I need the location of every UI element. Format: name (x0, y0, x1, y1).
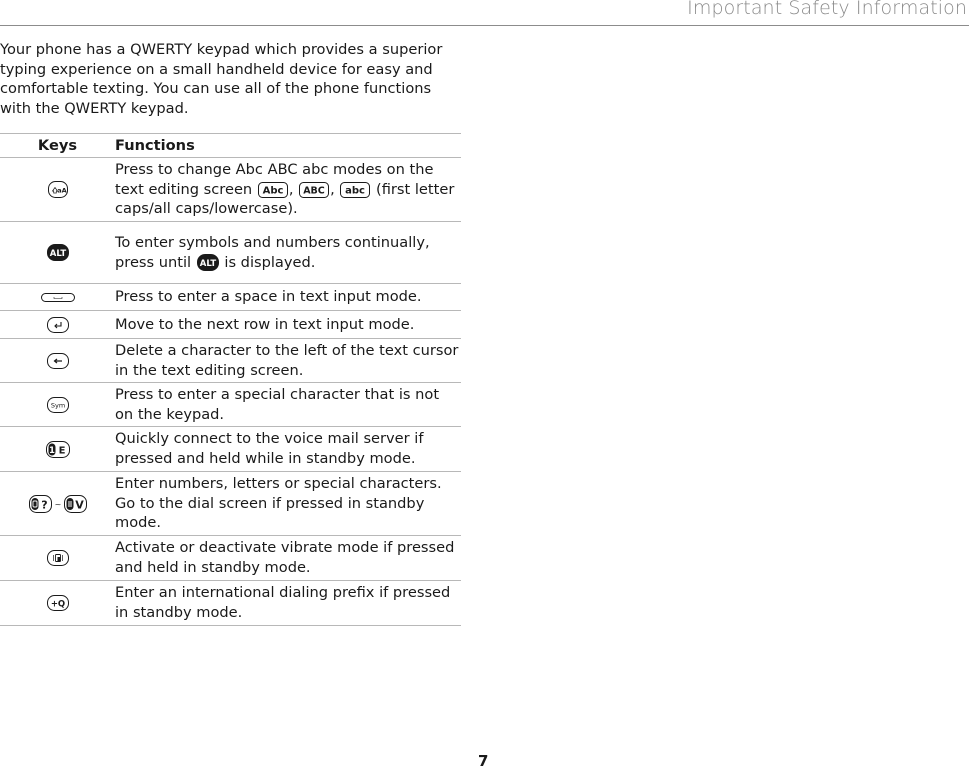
shift-key-label: aA (56, 186, 67, 195)
table-row (0, 536, 461, 581)
table-row (0, 222, 461, 284)
space-key-icon (41, 293, 75, 302)
keys-column-header: Keys (0, 134, 115, 158)
number-key-first-label: ? (40, 498, 48, 512)
intro-paragraph: Your phone has a QWERTY keypad which provides a superior typing experience on a small handheld device for easy and comfortable texting. You can use all of the phone functions with the QWERTY keypad. (0, 41, 443, 117)
function-text: Move to the next row in text input mode. (115, 315, 415, 333)
function-text: Press to change Abc ABC abc modes on the text editing screen (115, 161, 434, 198)
sym-key-label: Sym (50, 401, 65, 410)
lower-mode-icon (340, 182, 370, 198)
number-key-range-label: ~ (54, 499, 61, 509)
abc-mode-label: Abc (262, 185, 284, 197)
number-key-last-label: V (74, 498, 84, 512)
voicemail-key-letter: E (58, 445, 65, 457)
table-row (0, 158, 461, 222)
number-keys-icon (29, 495, 87, 513)
function-text: To enter symbols and numbers continually, press until (115, 233, 430, 271)
alt-key-label: ALT (199, 259, 216, 270)
separator: , (330, 180, 335, 198)
lower-mode-label: abc (345, 185, 366, 197)
alt-key-icon (47, 244, 69, 261)
table-row (0, 339, 461, 383)
plus-key-label: +Q (50, 599, 65, 610)
separator: , (288, 180, 294, 198)
shift-key-icon (48, 181, 68, 198)
page-number: 7 (478, 752, 489, 770)
function-text: Press to enter a space in text input mode. (115, 288, 422, 306)
function-text: is displayed. (224, 253, 316, 271)
voicemail-key-icon (46, 441, 70, 458)
upper-mode-label: ABC (303, 185, 325, 197)
function-text: Enter numbers, letters or special characters. Go to the dial screen if pressed in standby mode. (115, 475, 442, 532)
alt-key-icon (197, 254, 219, 271)
voicemail-key-number: 1 (48, 445, 55, 456)
running-header: Important Safety Information (687, 0, 967, 19)
table-header-row (0, 134, 461, 158)
table-row (0, 284, 461, 311)
keys-table (0, 133, 461, 626)
table-row (0, 311, 461, 339)
function-text: Delete a character to the left of the text cursor in the text editing screen. (115, 341, 459, 379)
table-row (0, 427, 461, 472)
table-row (0, 383, 461, 427)
plus-key-icon (47, 595, 69, 611)
function-text: Enter an international dialing prefix if pressed in standby mode. (115, 584, 451, 621)
table-row (0, 581, 461, 626)
function-text: Press to enter a special character that is not on the keypad. (115, 385, 440, 423)
sym-key-icon (47, 397, 69, 413)
function-text: Quickly connect to the voice mail server if pressed and held while in standby mode. (115, 430, 424, 467)
table-row (0, 472, 461, 536)
header-rule (0, 25, 969, 26)
function-text: (first letter caps/all caps/lowercase). (115, 180, 455, 218)
alt-key-label: ALT (49, 249, 66, 260)
function-text: Activate or deactivate vibrate mode if pressed and held in standby mode. (115, 539, 455, 576)
backspace-key-icon (47, 353, 69, 369)
vibrate-key-icon (47, 550, 69, 566)
upper-mode-icon (299, 182, 329, 198)
functions-column-header: Functions (115, 134, 461, 158)
abc-mode-icon (258, 182, 288, 198)
enter-key-icon (47, 317, 69, 333)
